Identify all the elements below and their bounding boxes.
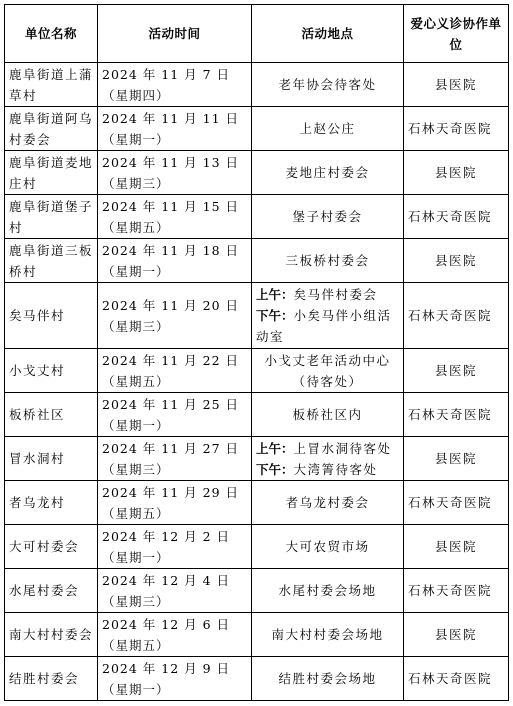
activity-place-cell: 者乌龙村委会 (252, 481, 404, 525)
table-row (5, 283, 509, 349)
afternoon-label: 下午： (256, 461, 294, 477)
activity-time-cell: 2024 年 11 月 27 日（星期三） (98, 437, 252, 481)
table-row (5, 393, 509, 437)
activity-time-cell: 2024 年 11 月 15 日（星期五） (98, 195, 252, 239)
header-activity-time: 活动时间 (98, 5, 252, 63)
unit-name-cell: 鹿阜街道堡子村 (5, 195, 98, 239)
activity-place-cell: 小戈丈老年活动中心（待客处） (252, 349, 404, 393)
unit-name-cell: 鹿阜街道麦地庄村 (5, 151, 98, 195)
table-row (5, 349, 509, 393)
table-row (5, 525, 509, 569)
activity-place-cell: 结胜村委会场地 (252, 657, 404, 701)
unit-name-cell: 结胜村委会 (5, 657, 98, 701)
header-activity-place: 活动地点 (252, 5, 404, 63)
activity-place-cell (252, 283, 404, 349)
table-row (5, 195, 509, 239)
activity-time-cell: 2024 年 12 月 4 日（星期三） (98, 569, 252, 613)
activity-time-cell: 2024 年 11 月 22 日（星期五） (98, 349, 252, 393)
morning-place: 矣马伴村委会 (293, 287, 378, 302)
unit-name-cell: 鹿阜街道上蒲草村 (5, 63, 98, 107)
activity-place-cell: 板桥社区内 (252, 393, 404, 437)
header-unit-name: 单位名称 (5, 5, 98, 63)
activity-time-cell: 2024 年 11 月 11 日（星期一） (98, 107, 252, 151)
unit-name-cell: 板桥社区 (5, 393, 98, 437)
table-header-row (5, 5, 509, 63)
activity-place-cell: 三板桥村委会 (252, 239, 404, 283)
activity-place-cell: 老年协会待客处 (252, 63, 404, 107)
partner-unit-cell: 石林天奇医院 (404, 481, 509, 525)
morning-label: 上午： (256, 440, 294, 456)
partner-unit-cell: 石林天奇医院 (404, 283, 509, 349)
unit-name-cell: 南大村村委会 (5, 613, 98, 657)
activity-place-cell: 麦地庄村委会 (252, 151, 404, 195)
unit-name-cell: 鹿阜街道阿乌村委会 (5, 107, 98, 151)
schedule-table (4, 4, 509, 701)
partner-unit-cell: 县医院 (404, 525, 509, 569)
partner-unit-cell: 石林天奇医院 (404, 569, 509, 613)
partner-unit-cell: 县医院 (404, 63, 509, 107)
unit-name-cell: 大可村委会 (5, 525, 98, 569)
table-row (5, 107, 509, 151)
table-row (5, 239, 509, 283)
table-row (5, 657, 509, 701)
unit-name-cell: 小戈丈村 (5, 349, 98, 393)
partner-unit-cell: 县医院 (404, 613, 509, 657)
partner-unit-cell: 县医院 (404, 437, 509, 481)
activity-time-cell: 2024 年 11 月 25 日（星期一） (98, 393, 252, 437)
activity-place-cell: 上赵公庄 (252, 107, 404, 151)
activity-time-cell: 2024 年 12 月 2 日（星期一） (98, 525, 252, 569)
table-row (5, 151, 509, 195)
table-row (5, 437, 509, 481)
activity-time-cell: 2024 年 11 月 18 日（星期一） (98, 239, 252, 283)
partner-unit-cell: 县医院 (404, 239, 509, 283)
activity-time-cell: 2024 年 11 月 13 日（星期三） (98, 151, 252, 195)
activity-time-cell: 2024 年 11 月 20 日（星期三） (98, 283, 252, 349)
activity-time-cell: 2024 年 12 月 9 日（星期一） (98, 657, 252, 701)
partner-unit-cell: 石林天奇医院 (404, 393, 509, 437)
partner-unit-cell: 石林天奇医院 (404, 657, 509, 701)
partner-unit-cell: 县医院 (404, 349, 509, 393)
afternoon-place: 小矣马伴小组活动室 (256, 308, 392, 344)
afternoon-label: 下午： (256, 308, 294, 323)
table-row (5, 481, 509, 525)
table-row (5, 613, 509, 657)
table-row (5, 569, 509, 613)
morning-label: 上午： (256, 287, 294, 302)
activity-time-cell: 2024 年 11 月 7 日（星期四） (98, 63, 252, 107)
activity-place-cell: 南大村村委会场地 (252, 613, 404, 657)
activity-time-cell: 2024 年 12 月 6 日（星期五） (98, 613, 252, 657)
activity-place-cell: 堡子村委会 (252, 195, 404, 239)
afternoon-place: 大湾箐待客处 (293, 461, 378, 477)
header-partner-unit: 爱心义诊协作单位 (404, 5, 509, 63)
table-row (5, 63, 509, 107)
unit-name-cell: 者乌龙村 (5, 481, 98, 525)
activity-place-cell: 水尾村委会场地 (252, 569, 404, 613)
unit-name-cell: 水尾村委会 (5, 569, 98, 613)
morning-place: 上冒水洞待客处 (293, 440, 392, 456)
activity-time-cell: 2024 年 11 月 29 日（星期五） (98, 481, 252, 525)
unit-name-cell: 矣马伴村 (5, 283, 98, 349)
partner-unit-cell: 石林天奇医院 (404, 107, 509, 151)
unit-name-cell: 冒水洞村 (5, 437, 98, 481)
partner-unit-cell: 石林天奇医院 (404, 195, 509, 239)
partner-unit-cell: 县医院 (404, 151, 509, 195)
unit-name-cell: 鹿阜街道三板桥村 (5, 239, 98, 283)
activity-place-cell (252, 437, 404, 481)
activity-place-cell: 大可农贸市场 (252, 525, 404, 569)
